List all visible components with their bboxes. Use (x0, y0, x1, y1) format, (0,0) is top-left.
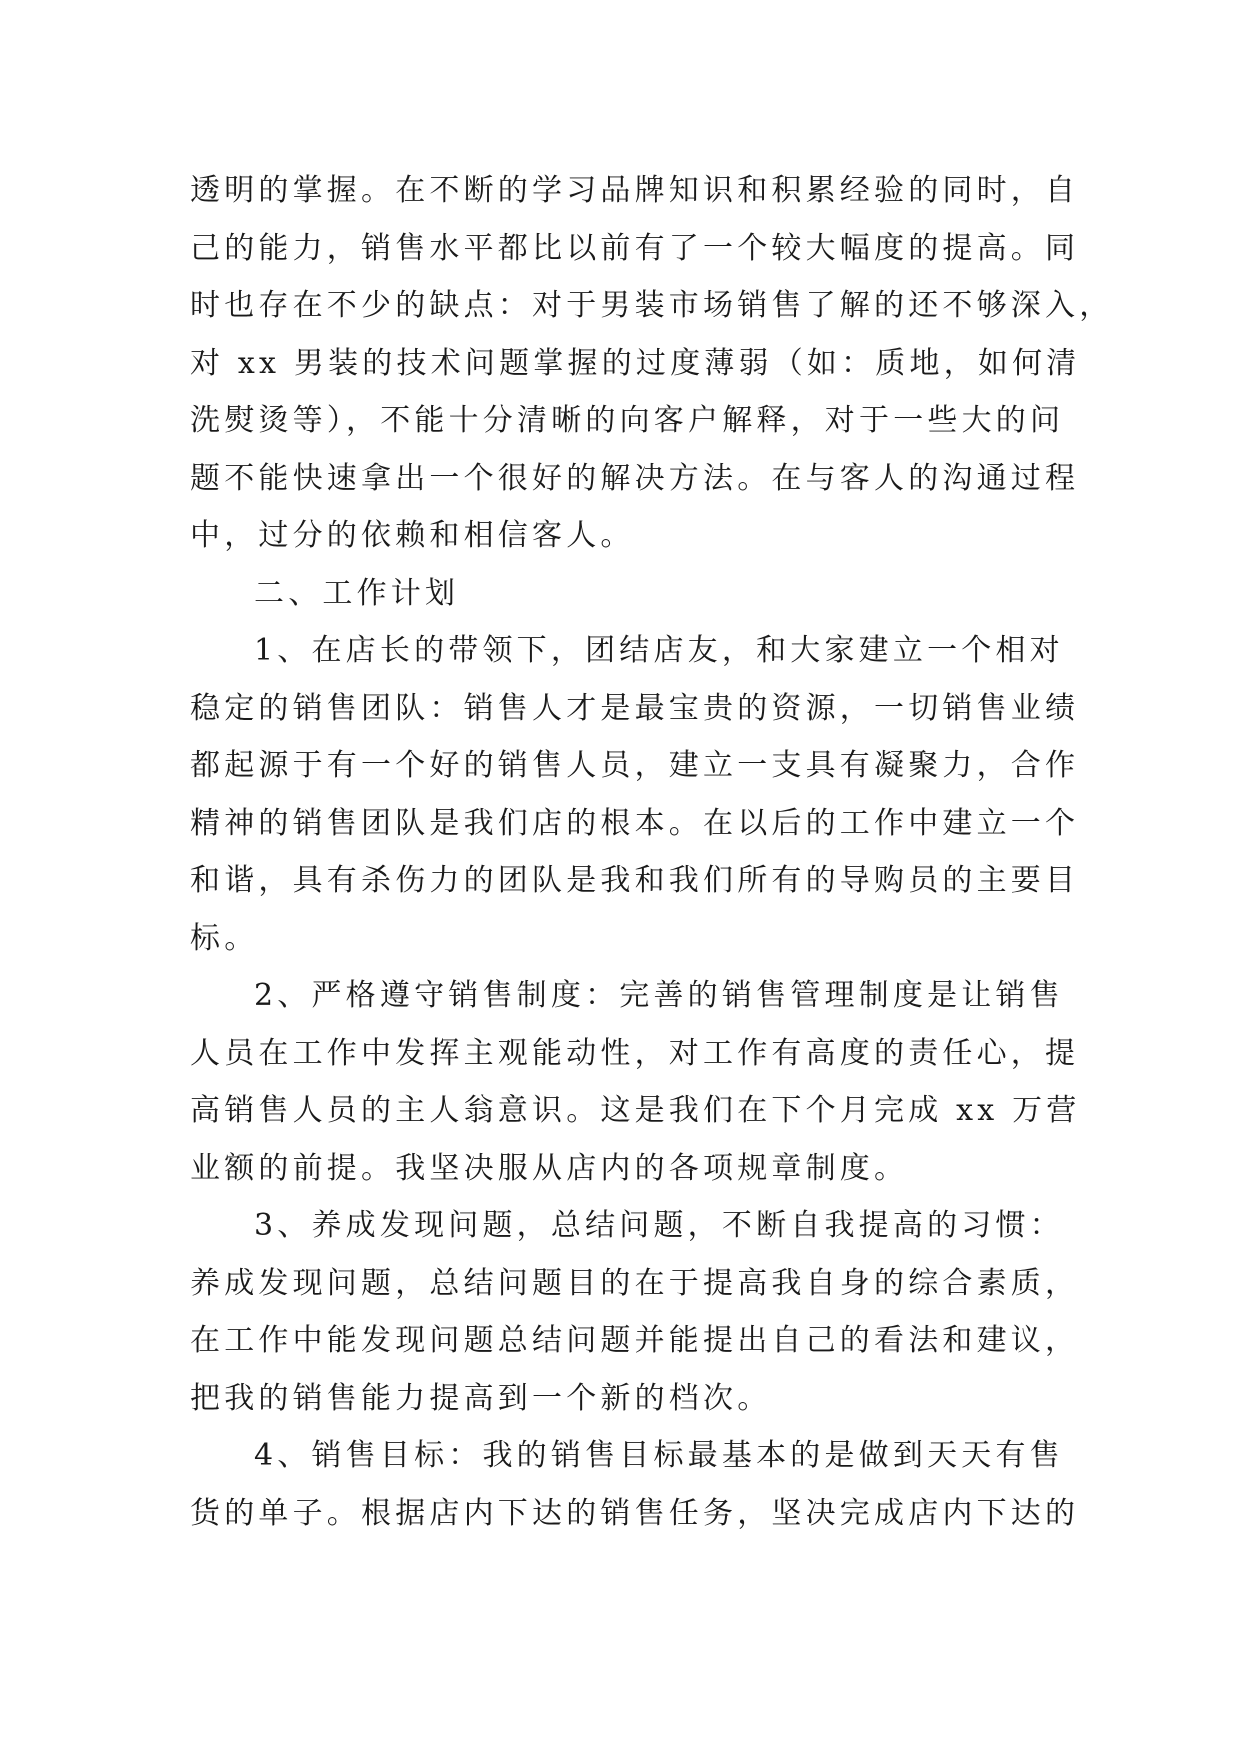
text-line-17: 高销售人员的主人翁意识。这是我们在下个月完成 xx 万营 (190, 1093, 1081, 1128)
text-line-13: 和谐，具有杀伤力的团队是我和我们所有的导购员的主要目 (190, 863, 1080, 898)
text-line-15: 2、严格遵守销售制度：完善的销售管理制度是让销售 (254, 978, 1064, 1013)
text-line-11: 都起源于有一个好的销售人员，建立一支具有凝聚力，合作 (190, 748, 1080, 783)
document-body (190, 162, 1114, 1542)
text-line-18: 业额的前提。我坚决服从店内的各项规章制度。 (190, 1150, 909, 1186)
text-line-9: 1、在店长的带领下，团结店友，和大家建立一个相对 (254, 633, 1064, 668)
text-line-1: 透明的掌握。在不断的学习品牌知识和积累经验的同时，自 (190, 173, 1080, 208)
text-line-19: 3、养成发现问题，总结问题，不断自我提高的习惯： (254, 1208, 1064, 1243)
section-heading: 二、工作计划 (254, 575, 460, 611)
text-line-4: 对 xx 男装的技术问题掌握的过度薄弱（如：质地，如何清 (190, 345, 1081, 381)
text-line-12: 精神的销售团队是我们店的根本。在以后的工作中建立一个 (190, 805, 1080, 841)
text-line-22: 把我的销售能力提高到一个新的档次。 (190, 1380, 772, 1416)
text-line-3: 时也存在不少的缺点：对于男装市场销售了解的还不够深入， (190, 288, 1114, 323)
text-line-6: 题不能快速拿出一个很好的解决方法。在与客人的沟通过程 (190, 460, 1080, 496)
text-line-16: 人员在工作中发挥主观能动性，对工作有高度的责任心，提 (190, 1035, 1080, 1071)
text-line-5: 洗熨烫等），不能十分清晰的向客户解释，对于一些大的问 (190, 403, 1065, 438)
text-line-24: 货的单子。根据店内下达的销售任务，坚决完成店内下达的 (190, 1495, 1080, 1531)
text-line-21: 在工作中能发现问题总结问题并能提出自己的看法和建议， (190, 1323, 1080, 1358)
text-line-14: 标。 (190, 920, 259, 956)
text-line-20: 养成发现问题，总结问题目的在于提高我自身的综合素质， (190, 1265, 1080, 1301)
text-line-10: 稳定的销售团队：销售人才是最宝贵的资源，一切销售业绩 (190, 690, 1080, 726)
text-line-23: 4、销售目标：我的销售目标最基本的是做到天天有售 (254, 1438, 1064, 1473)
text-line-2: 己的能力，销售水平都比以前有了一个较大幅度的提高。同 (190, 230, 1080, 266)
text-line-7: 中，过分的依赖和相信客人。 (190, 518, 635, 553)
